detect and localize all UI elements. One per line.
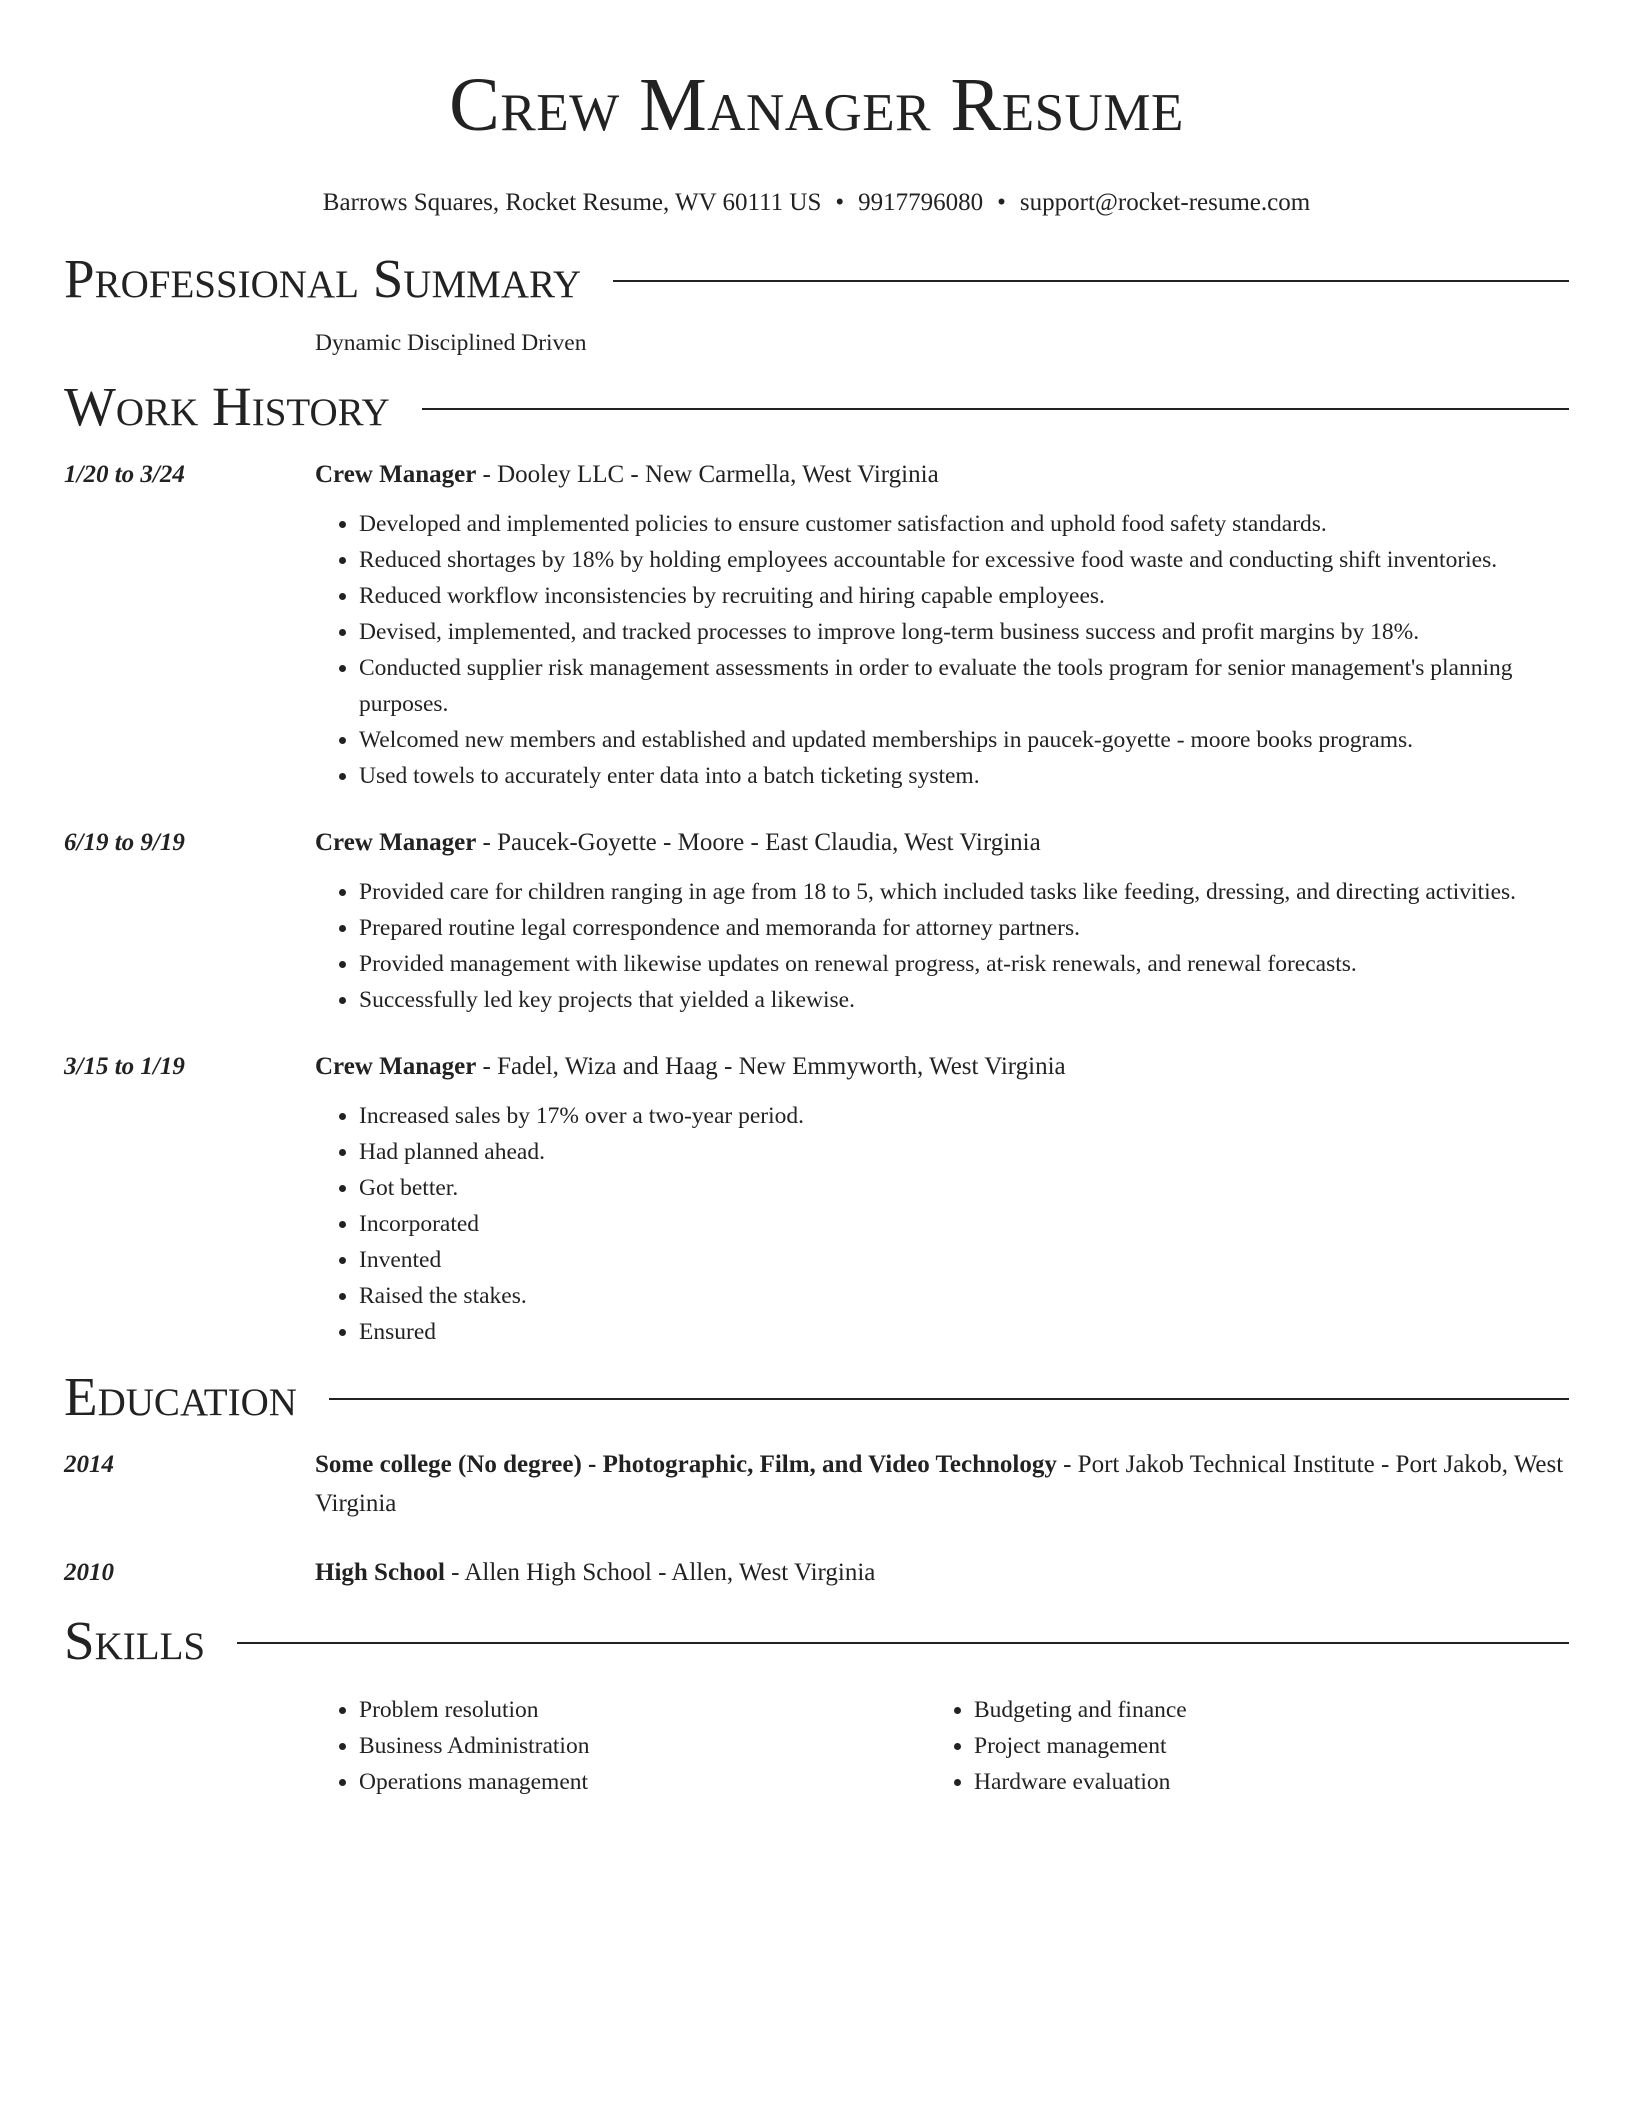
education-entry [64, 1553, 1569, 1592]
job-details: - Dooley LLC - New Carmella, West Virginia [476, 461, 939, 488]
education-details: - Allen High School - Allen, West Virginia [444, 1559, 876, 1586]
job-details: - Paucek-Goyette - Moore - East Claudia, West Virginia [476, 829, 1041, 856]
job-content [315, 455, 1569, 794]
education-heading: Education [64, 1366, 297, 1427]
job-dates: 6/19 to 9/19 [64, 829, 185, 856]
work-history-section-header [64, 374, 1569, 440]
job-bullet: • Reduced workflow inconsistencies by recruiting and hiring capable employees. [359, 578, 1569, 614]
education-content [315, 1445, 1569, 1523]
job-dates: 1/20 to 3/24 [64, 461, 185, 488]
education-section-header [64, 1364, 1569, 1430]
summary-heading: Professional Summary [64, 248, 582, 309]
summary-text: Dynamic Disciplined Driven [315, 330, 587, 356]
skills-heading: Skills [64, 1610, 206, 1671]
education-content [315, 1553, 1569, 1592]
education-year: 2010 [64, 1559, 114, 1586]
skill-item: • Operations management [359, 1764, 930, 1800]
contact-separator: • [835, 189, 845, 216]
job-bullet-list [315, 506, 1569, 794]
job-bullet: • Increased sales by 17% over a two-year period. [359, 1098, 1569, 1134]
job-bullet: • Had planned ahead. [359, 1134, 1569, 1170]
job-content [315, 1047, 1569, 1350]
job-bullet: • Ensured [359, 1314, 1569, 1350]
job-bullet: • Used towels to accurately enter data into a batch ticketing system. [359, 758, 1569, 794]
skills-column-right [930, 1692, 1545, 1800]
job-heading [315, 455, 1569, 494]
section-divider [422, 408, 1569, 410]
job-heading [315, 1047, 1569, 1086]
job-bullet: • Incorporated [359, 1206, 1569, 1242]
job-bullet: • Provided management with likewise updates on renewal progress, at-risk renewals, and renewal forecasts. [359, 946, 1569, 982]
job-heading [315, 823, 1569, 862]
skill-item: • Hardware evaluation [974, 1764, 1545, 1800]
job-bullet: • Successfully led key projects that yielded a likewise. [359, 982, 1569, 1018]
skills-section-header [64, 1608, 1569, 1674]
job-bullet: • Prepared routine legal correspondence and memoranda for attorney partners. [359, 910, 1569, 946]
education-degree: Some college (No degree) - Photographic, Film, and Video Technology [315, 1451, 1057, 1478]
contact-separator: • [997, 189, 1006, 216]
section-divider [237, 1642, 1569, 1644]
work-history-heading: Work History [64, 376, 390, 437]
job-bullet: • Got better. [359, 1170, 1569, 1206]
job-title: Crew Manager [315, 461, 477, 488]
job-entry [64, 455, 1569, 794]
skills-column-left [315, 1692, 930, 1800]
contact-address: Barrows Squares, Rocket Resume, WV 60111 US [322, 189, 822, 216]
resume-title: Crew Manager Resume [449, 63, 1184, 147]
job-content [315, 823, 1569, 1018]
skill-item: • Business Administration [359, 1728, 930, 1764]
education-degree: High School [315, 1559, 445, 1586]
contact-line [64, 188, 1569, 218]
job-bullet: • Raised the stakes. [359, 1278, 1569, 1314]
section-divider [329, 1398, 1569, 1400]
education-entry [64, 1445, 1569, 1523]
job-entry [64, 1047, 1569, 1350]
job-bullet: • Invented [359, 1242, 1569, 1278]
job-title: Crew Manager [315, 1053, 477, 1080]
job-bullet: • Reduced shortages by 18% by holding employees accountable for excessive food waste and conducting shift inventories. [359, 542, 1569, 578]
contact-email: support@rocket-resume.com [1019, 189, 1311, 216]
job-bullet: • Devised, implemented, and tracked processes to improve long-term business success and profit margins by 18%. [359, 614, 1569, 650]
skill-item: • Budgeting and finance [974, 1692, 1545, 1728]
job-bullet: • Developed and implemented policies to ensure customer satisfaction and uphold food safety standards. [359, 506, 1569, 542]
job-details: - Fadel, Wiza and Haag - New Emmyworth, West Virginia [476, 1053, 1066, 1080]
job-entry [64, 823, 1569, 1018]
education-year: 2014 [64, 1451, 114, 1478]
summary-section-header [64, 246, 1569, 312]
education-details: - Port Jakob Technical Institute - Port Jakob, West Virginia [315, 1451, 1564, 1517]
skill-item: • Problem resolution [359, 1692, 930, 1728]
job-bullet: • Conducted supplier risk management assessments in order to evaluate the tools program for senior management's planning purposes. [359, 650, 1569, 722]
skills-list [315, 1692, 1569, 1800]
job-bullet-list [315, 1098, 1569, 1350]
job-bullet: • Provided care for children ranging in age from 18 to 5, which included tasks like feeding, dressing, and directing activities. [359, 874, 1569, 910]
job-bullet-list [315, 874, 1569, 1018]
skill-item: • Project management [974, 1728, 1545, 1764]
contact-phone: 9917796080 [858, 189, 984, 216]
job-dates: 3/15 to 1/19 [64, 1053, 185, 1080]
job-bullet: • Welcomed new members and established and updated memberships in paucek-goyette - moore books programs. [359, 722, 1569, 758]
job-title: Crew Manager [315, 829, 477, 856]
section-divider [613, 280, 1569, 282]
